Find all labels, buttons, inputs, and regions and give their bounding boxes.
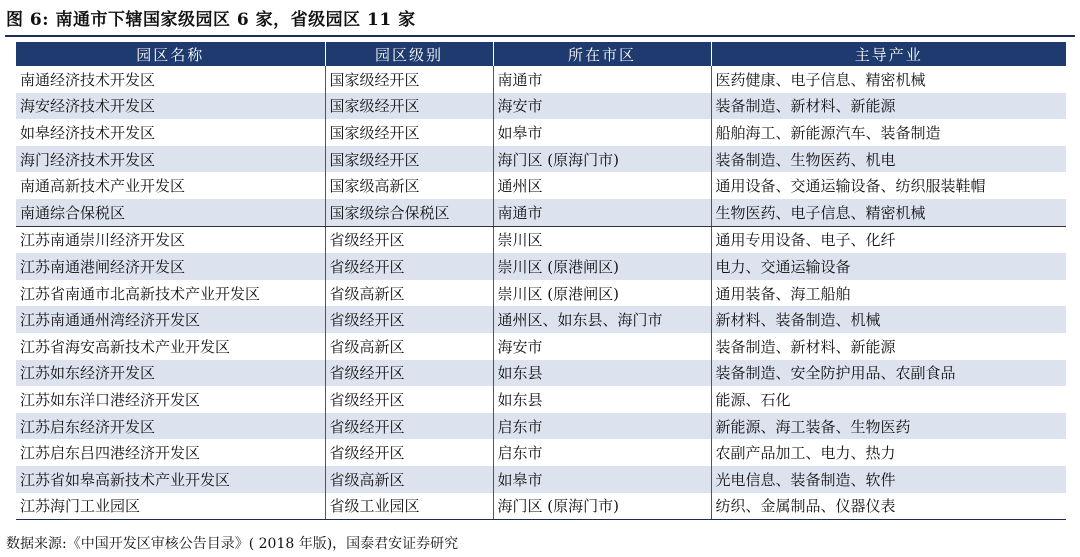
cell-park-name: 如皋经济技术开发区 [20,123,156,142]
cell-district: 启东市 [493,413,711,440]
cell-industry: 生物医药、电子信息、精密机械 [711,199,1066,226]
header-park-name: 园区名称 [16,42,325,66]
cell-district: 海门区 (原海门市) [493,493,711,520]
cell-district: 如皋市 [493,119,711,146]
cell-industry: 通用设备、交通运输设备、纺织服装鞋帽 [711,172,1066,199]
table-row [16,199,1066,226]
cell-park-name: 南通综合保税区 [16,199,325,226]
cell-park-name: 南通经济技术开发区 [20,70,156,89]
cell-park-name: 江苏省海安高新技术产业开发区 [20,337,231,356]
table-row [16,386,1066,413]
table-row [16,413,1066,440]
header-district: 所在市区 [493,42,711,66]
figure-title: 图 6: 南通市下辖国家级园区 6 家，省级园区 11 家 [6,10,416,30]
cell-industry: 新能源、海工装备、生物医药 [711,413,1066,440]
cell-park-level: 省级经开区 [325,386,493,413]
cell-park-name: 江苏海门工业园区 [16,493,325,520]
cell-park-level: 省级高新区 [325,333,493,360]
table-body [16,66,1066,520]
cell-industry: 船舶海工、新能源汽车、装备制造 [711,119,1066,146]
cell-park-name: 江苏南通港闸经济开发区 [16,253,325,280]
cell-park-name: 海安经济技术开发区 [16,93,325,120]
cell-park-name: 江苏启东经济开发区 [16,413,325,440]
cell-district: 通州区 [493,172,711,199]
cell-industry: 装备制造、新材料、新能源 [711,333,1066,360]
cell-park-name: 南通高新技术产业开发区 [20,177,186,196]
cell-industry: 通用专用设备、电子、化纤 [711,226,1066,253]
cell-district: 南通市 [493,199,711,226]
header-industry: 主导产业 [711,42,1066,66]
table-row [16,280,1066,307]
table-row [16,360,1066,387]
table-row [16,119,1066,146]
cell-park-level: 省级经开区 [325,439,493,466]
cell-park-level: 省级经开区 [325,306,493,333]
cell-industry: 光电信息、装备制造、软件 [711,466,1066,493]
cell-district: 南通市 [493,66,711,93]
cell-park-level: 省级经开区 [325,253,493,280]
cell-park-name: 江苏南通通州湾经济开发区 [16,306,325,333]
cell-park-level: 国家级经开区 [325,66,493,93]
table-header-row [16,42,1066,66]
cell-park-name: 海门经济技术开发区 [16,146,325,173]
cell-district: 海安市 [493,333,711,360]
cell-district: 崇川区 (原港闸区) [493,253,711,280]
table-row [16,466,1066,493]
table-row [16,226,1066,253]
cell-park-name: 江苏如东洋口港经济开发区 [20,390,201,409]
table-row [16,146,1066,173]
cell-park-level: 国家级经开区 [325,146,493,173]
cell-park-level: 省级经开区 [325,360,493,387]
cell-district: 如东县 [493,360,711,387]
cell-district: 崇川区 (原港闸区) [493,280,711,307]
cell-park-name: 江苏南通崇川经济开发区 [20,231,186,250]
cell-industry: 电力、交通运输设备 [711,253,1066,280]
top-rule [5,35,1075,37]
cell-park-name: 江苏省如皋高新技术产业开发区 [16,466,325,493]
source-note: 数据来源:《中国开发区审核公告目录》( 2018 年版)，国泰君安证券研究 [6,536,459,552]
cell-industry: 医药健康、电子信息、精密机械 [711,66,1066,93]
cell-park-level: 国家级高新区 [325,172,493,199]
header-park-level: 园区级别 [325,42,493,66]
cell-park-name: 江苏启东吕四港经济开发区 [20,444,201,463]
cell-district: 通州区、如东县、海门市 [493,306,711,333]
cell-industry: 农副产品加工、电力、热力 [711,439,1066,466]
table-row [16,439,1066,466]
cell-park-level: 省级经开区 [325,413,493,440]
cell-district: 崇川区 [493,226,711,253]
cell-park-level: 省级工业园区 [325,493,493,520]
table-row [16,172,1066,199]
cell-industry: 装备制造、生物医药、机电 [711,146,1066,173]
table-row [16,493,1066,520]
table-row [16,93,1066,120]
cell-park-level: 国家级经开区 [325,119,493,146]
cell-park-level: 国家级经开区 [325,93,493,120]
cell-park-level: 省级高新区 [325,280,493,307]
cell-district: 海安市 [493,93,711,120]
cell-industry: 装备制造、安全防护用品、农副食品 [711,360,1066,387]
table-row [16,306,1066,333]
cell-industry: 纺织、金属制品、仪器仪表 [711,493,1066,520]
cell-industry: 能源、石化 [711,386,1066,413]
cell-park-name: 江苏省南通市北高新技术产业开发区 [20,284,261,303]
table-row [16,66,1066,93]
table-row [16,333,1066,360]
cell-industry: 通用装备、海工船舶 [711,280,1066,307]
cell-district: 如东县 [493,386,711,413]
parks-table [16,42,1066,520]
cell-district: 启东市 [493,439,711,466]
cell-park-name: 江苏如东经济开发区 [16,360,325,387]
cell-district: 如皋市 [493,466,711,493]
cell-district: 海门区 (原海门市) [493,146,711,173]
cell-industry: 装备制造、新材料、新能源 [711,93,1066,120]
cell-park-level: 省级经开区 [325,226,493,253]
cell-park-level: 国家级综合保税区 [325,199,493,226]
cell-park-level: 省级高新区 [325,466,493,493]
cell-industry: 新材料、装备制造、机械 [711,306,1066,333]
table-row [16,253,1066,280]
